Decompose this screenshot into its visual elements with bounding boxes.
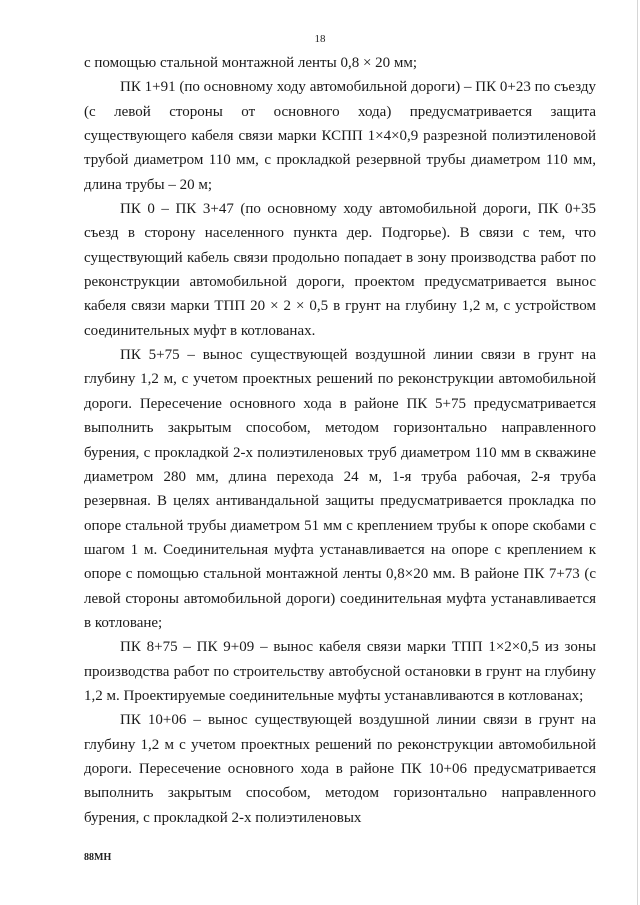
paragraph-pk-10-06: ПК 10+06 – вынос существующей воздушной линии связи в грунт на глубину 1,2 м с учетом проектных решений по реконструкции автомобильной дороги. Пересечение основного хода в районе ПК 10+06 предусматривается выполнить закрытым способом, методом горизонтально направленного бурения, с прокладкой 2-х полиэтиленовых bbox=[84, 712, 596, 826]
paragraph-pk-5-75: ПК 5+75 – вынос существующей воздушной линии связи в грунт на глубину 1,2 м, с учетом проектных решений по реконструкции автомобильной дороги. Пересечение основного хода в районе ПК 5+75 предусматривается выполнить закрытым способом, методом горизонтально направленного бурения, с прокладкой 2-х полиэтиленовых труб диаметром 110 мм в скважине диаметром 280 мм, длина перехода 24 м, 1-я труба рабочая, 2-я труба резервная. В целях антивандальной защиты предусматривается прокладка по опоре стальной трубы диаметром 51 мм с креплением трубы к опоре скобами с шагом 1 м. Соединительная муфта устанавливается на опоре с креплением к опоре с помощью стальной монтажной ленты 0,8×20 мм. В районе ПК 7+73 (с левой стороны автомобильной дороги) соединительная муфта устанавливается в котловане; bbox=[84, 347, 596, 631]
paragraph-continuation: с помощью стальной монтажной ленты 0,8 × 20 мм; bbox=[84, 55, 418, 71]
page-number: 18 bbox=[314, 33, 326, 45]
document-body bbox=[84, 51, 596, 830]
paragraph-pk-1-91: ПК 1+91 (по основному ходу автомобильной дороги) – ПК 0+23 по съезду (с левой стороны от основного хода) предусматривается защита существующего кабеля связи марки КСПП 1×4×0,9 разрезной полиэтиленовой трубой диаметром 110 мм, с прокладкой резервной трубы диаметром 110 мм, длина трубы – 20 м; bbox=[84, 79, 596, 193]
footer-document-code: 88МН bbox=[84, 852, 112, 863]
paragraph-pk-8-75: ПК 8+75 – ПК 9+09 – вынос кабеля связи марки ТПП 1×2×0,5 из зоны производства работ по строительству автобусной остановки в грунт на глубину 1,2 м. Проектируемые соединительные муфты устанавливаются в котлованах; bbox=[84, 639, 596, 704]
paragraph-pk-0-3-47: ПК 0 – ПК 3+47 (по основному ходу автомобильной дороги, ПК 0+35 съезд в сторону населенного пункта дер. Подгорье). В связи с тем, что существующий кабель связи продольно попадает в зону производства работ по реконструкции автомобильной дороги, проектом предусматривается вынос кабеля связи марки ТПП 20 × 2 × 0,5 в грунт на глубину 1,2 м, с устройством соединительных муфт в котлованах. bbox=[84, 201, 596, 339]
page-edge-line bbox=[637, 0, 638, 905]
